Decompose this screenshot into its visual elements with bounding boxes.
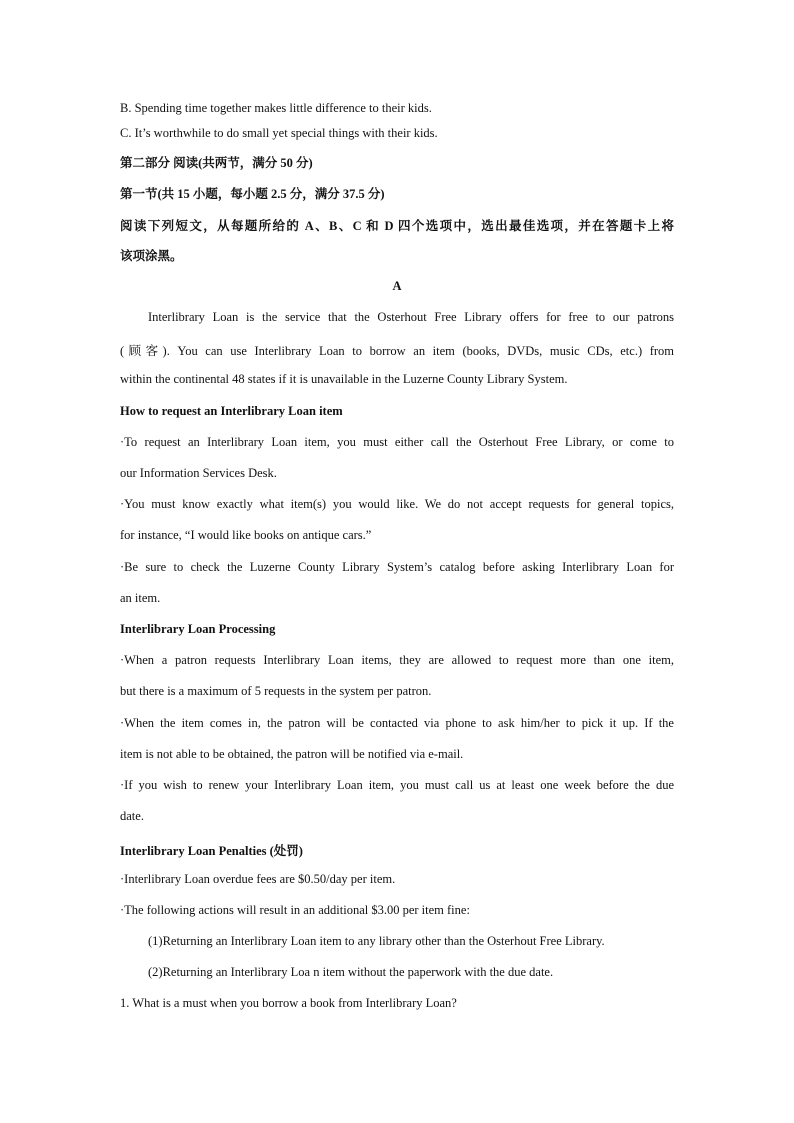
option-c: C. It’s worthwhile to do small yet special things with their kids. (120, 126, 438, 140)
processing-bullet1-line1: ·When a patron requests Interlibrary Loan items, they are allowed to request more than one item, (120, 653, 674, 667)
part2-header: 第二部分 阅读(共两节，满分 50 分) (120, 156, 313, 170)
request-bullet3-line1: ·Be sure to check the Luzerne County Library System’s catalog before asking Interlibrary Loan for (120, 560, 674, 574)
instruction-line1: 阅读下列短文，从每题所给的 A、B、C 和 D 四个选项中，选出最佳选项，并在答题卡上将 (120, 219, 674, 233)
request-bullet1-line1: ·To request an Interlibrary Loan item, you must either call the Osterhout Free Library, or come to (120, 435, 674, 449)
intro-line3: within the continental 48 states if it is unavailable in the Luzerne County Library System. (120, 372, 568, 386)
option-b: B. Spending time together makes little difference to their kids. (120, 101, 432, 115)
processing-bullet2-line2: item is not able to be obtained, the patron will be notified via e-mail. (120, 747, 464, 761)
processing-bullet3-line1: ·If you wish to renew your Interlibrary Loan item, you must call us at least one week before the due (120, 778, 674, 792)
processing-bullet3-line2: date. (120, 809, 144, 823)
penalties-bullet2: ·The following actions will result in an additional $3.00 per item fine: (120, 903, 470, 917)
processing-bullet1-line2: but there is a maximum of 5 requests in the system per patron. (120, 684, 432, 698)
heading-request: How to request an Interlibrary Loan item (120, 404, 343, 418)
intro-line1: Interlibrary Loan is the service that the Osterhout Free Library offers for free to our patrons (148, 310, 674, 324)
heading-processing: Interlibrary Loan Processing (120, 622, 276, 636)
penalties-bullet1: ·Interlibrary Loan overdue fees are $0.50/day per item. (120, 872, 396, 886)
request-bullet2-line1: ·You must know exactly what item(s) you would like. We do not accept requests for general topics, (120, 497, 674, 511)
instruction-line2: 该项涂黑。 (120, 249, 183, 263)
passage-letter: A (392, 279, 402, 293)
heading-penalties: Interlibrary Loan Penalties (处罚) (120, 844, 303, 858)
request-bullet2-line2: for instance, “I would like books on antique cars.” (120, 528, 372, 542)
intro-line2: (顾客). You can use Interlibrary Loan to borrow an item (books, DVDs, music CDs, etc.) from (120, 344, 674, 358)
processing-bullet2-line1: ·When the item comes in, the patron will be contacted via phone to ask him/her to pick it up. If the (120, 716, 674, 730)
penalties-item2: (2)Returning an Interlibrary Loa n item without the paperwork with the due date. (148, 965, 554, 979)
section1-header: 第一节(共 15 小题，每小题 2.5 分，满分 37.5 分) (120, 187, 385, 201)
request-bullet1-line2: our Information Services Desk. (120, 466, 277, 480)
question-1: 1. What is a must when you borrow a book from Interlibrary Loan? (120, 996, 457, 1010)
request-bullet3-line2: an item. (120, 591, 161, 605)
penalties-item1: (1)Returning an Interlibrary Loan item to any library other than the Osterhout Free Library. (148, 934, 605, 948)
